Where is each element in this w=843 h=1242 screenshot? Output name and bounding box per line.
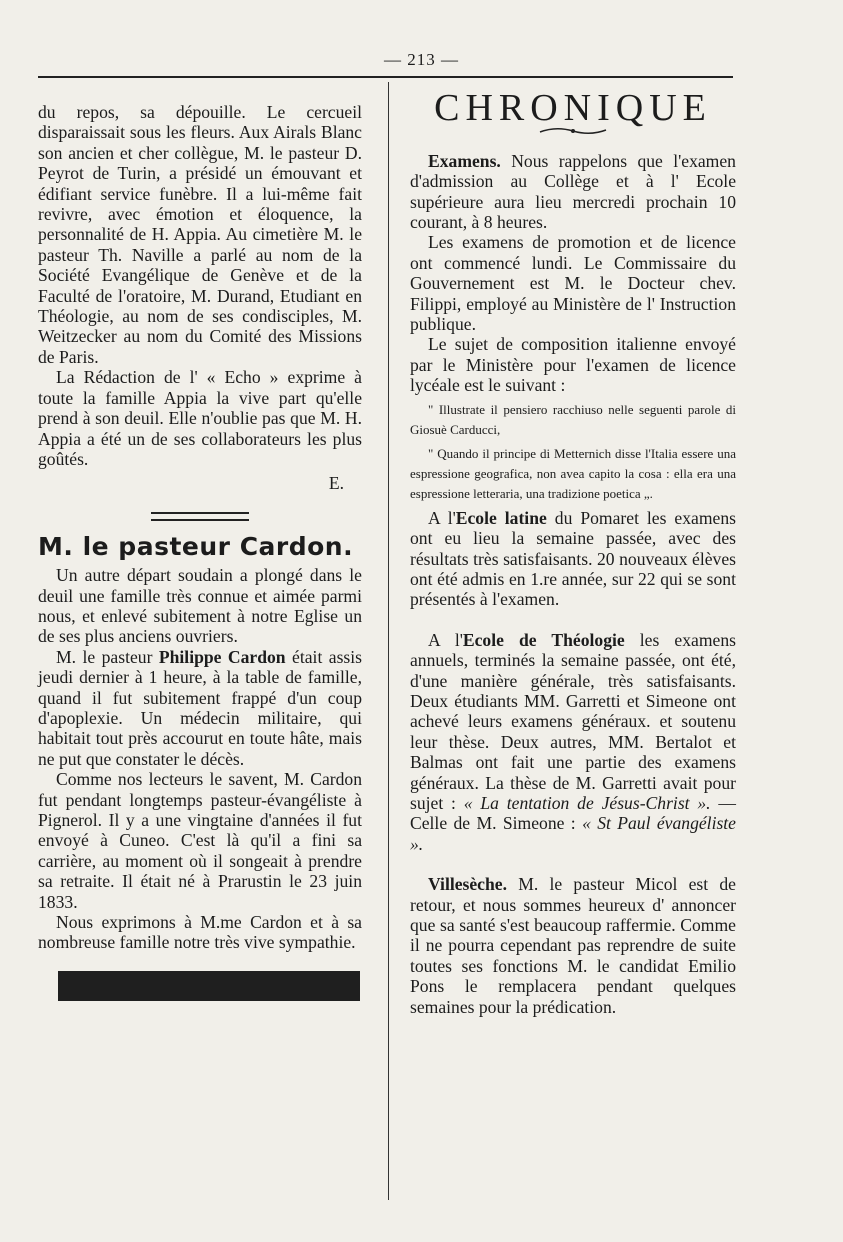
ecole-latine-lead: Ecole latine bbox=[455, 507, 547, 528]
examens-text: Nous rappelons que l'examen d'admission au Collège et à l' Ecole supérieure aura lieu mercredi prochain 10 courant, à 8 heures. bbox=[410, 150, 736, 233]
thesis-title-1: « La tentation de Jésus-Christ ». bbox=[463, 792, 711, 813]
composition-paragraph: Le sujet de composition italienne envoyé par le Ministère pour l'examen de licence lycéale est le suivant : bbox=[410, 334, 736, 396]
thesis-title-2: « St Paul évangéliste ». bbox=[410, 813, 736, 854]
examens-lead: Examens. bbox=[428, 150, 501, 171]
cardon-paragraph-2 bbox=[38, 647, 362, 769]
cardon-paragraph-4: Nous exprimons à M.me Cardon et à sa nombreuse famille notre très vive sympathie. bbox=[38, 912, 362, 953]
cardon-heading: M. le pasteur Cardon. bbox=[38, 531, 354, 561]
villeseche-lead: Villesèche. bbox=[428, 874, 507, 895]
cardon-intro: M. le pasteur bbox=[56, 646, 153, 667]
section-separator bbox=[151, 512, 249, 521]
cardon-paragraph-3: Comme nos lecteurs le savent, M. Cardon fut pendant longtemps pasteur-évangéliste à Pignerol. Il y a une vingtaine d'années il fut envoyé à Cuneo. C'est là qu'il a fini sa carrière, au moment où il songeait à prendre sa retraite. Il était né à Prarustin le 23 juin 1833. bbox=[38, 769, 362, 912]
ecole-latine-prefix: A l' bbox=[428, 507, 456, 528]
cardon-name: Philippe Cardon bbox=[158, 646, 286, 667]
ecole-latine-paragraph bbox=[410, 508, 736, 610]
page-number: — 213 — bbox=[384, 50, 459, 69]
right-column bbox=[410, 87, 736, 1017]
redaction-paragraph: La Rédaction de l' « Echo » exprime à toute la famille Appia la vive part qu'elle prend à son deuil. Elle n'oublie pas que M. H. Appia a été un de ses collaborateurs les plus goûtés. bbox=[38, 367, 362, 469]
theologie-prefix: A l' bbox=[428, 629, 463, 650]
villeseche-paragraph bbox=[410, 874, 736, 1017]
spacer bbox=[410, 854, 736, 874]
signature: E. bbox=[328, 473, 344, 494]
quote-line-1: " Illustrate il pensiero racchiuso nelle seguenti parole di Giosuè Carducci, bbox=[410, 401, 736, 437]
thesis-mid: — Celle de M. Simeone : bbox=[410, 792, 736, 834]
examens-paragraph bbox=[410, 151, 736, 233]
promotion-paragraph: Les examens de promotion et de licence ont commencé lundi. Le Commissaire du Gouvernement est M. le Docteur chev. Filippi, employé au Ministère de l' Instruction publique. bbox=[410, 232, 736, 335]
theologie-paragraph bbox=[410, 630, 736, 854]
quote-line-2: " Quando il principe di Metternich disse l'Italia essere una espressione geografica, non avea capito la cosa : ella era una espressione letteraria, una tradizione poetica „. bbox=[410, 445, 736, 501]
bottom-black-bar bbox=[58, 971, 360, 1001]
cardon-paragraph-2-rest: était assis jeudi dernier à 1 heure, à la table de famille, quand il fut subitement frappé d'un coup d'apoplexie. Un médecin militaire, qui habitait tout près accourut en toute hâte, mais ne put que constater le décès. bbox=[38, 646, 363, 769]
column-divider bbox=[388, 82, 389, 1200]
villeseche-text: M. le pasteur Micol est de retour, et nous sommes heureux d' annoncer que sa santé s'est beaucoup raffermie. Comme il ne pourra cependant pas reprendre de suite toutes ses fonctions M. le candidat Emilio Pons le remplacera pendant quelques semaines pour la prédication. bbox=[410, 874, 736, 1017]
left-column bbox=[38, 102, 362, 1001]
header-rule bbox=[38, 76, 733, 78]
spacer bbox=[410, 610, 736, 630]
theologie-lead: Ecole de Théologie bbox=[462, 629, 625, 650]
theologie-text: les examens annuels, terminés la semaine passée, ont été, d'une manière générale, très satisfaisants. Deux étudiants MM. Garretti et Simeone ont achevé leurs examens généraux. et soutenu leur thèse. Deux autres, MM. Bertalot et Balmas ont fait une partie des examens généraux. La thèse de M. Garretti avait pour sujet : bbox=[410, 629, 736, 813]
chronique-title: CHRONIQUE bbox=[434, 87, 712, 129]
ecole-latine-text: du Pomaret les examens ont eu lieu la semaine passée, avec des résultats très satisfaisants. 20 nouveaux élèves ont été admis en 1.re année, sur 22 qui se sont présentés à l'examen. bbox=[410, 507, 736, 610]
appia-paragraph-end: du repos, sa dépouille. Le cercueil disparaissait sous les fleurs. Aux Airals Blanc son ancien et cher collègue, M. le pasteur D. Peyrot de Turin, a présidé un émouvant et édifiant service funèbre. Il a lui-même fait revivre, avec émotion et éloquence, la personnalité de H. Appia. Au cimetière M. le pasteur Th. Naville a parlé au nom de la Société Evangélique de Genève et de la Faculté de l'oratoire, M. Durand, Etudiant en Théologie, au nom de ses condisciples, M. Weitzecker au nom du Comité des Missions de Paris. bbox=[38, 102, 362, 367]
cardon-paragraph-1: Un autre départ soudain a plongé dans le deuil une famille très connue et aimée parmi nous, et enlevé subitement à notre Eglise un de ses plus anciens ouvriers. bbox=[38, 565, 362, 647]
